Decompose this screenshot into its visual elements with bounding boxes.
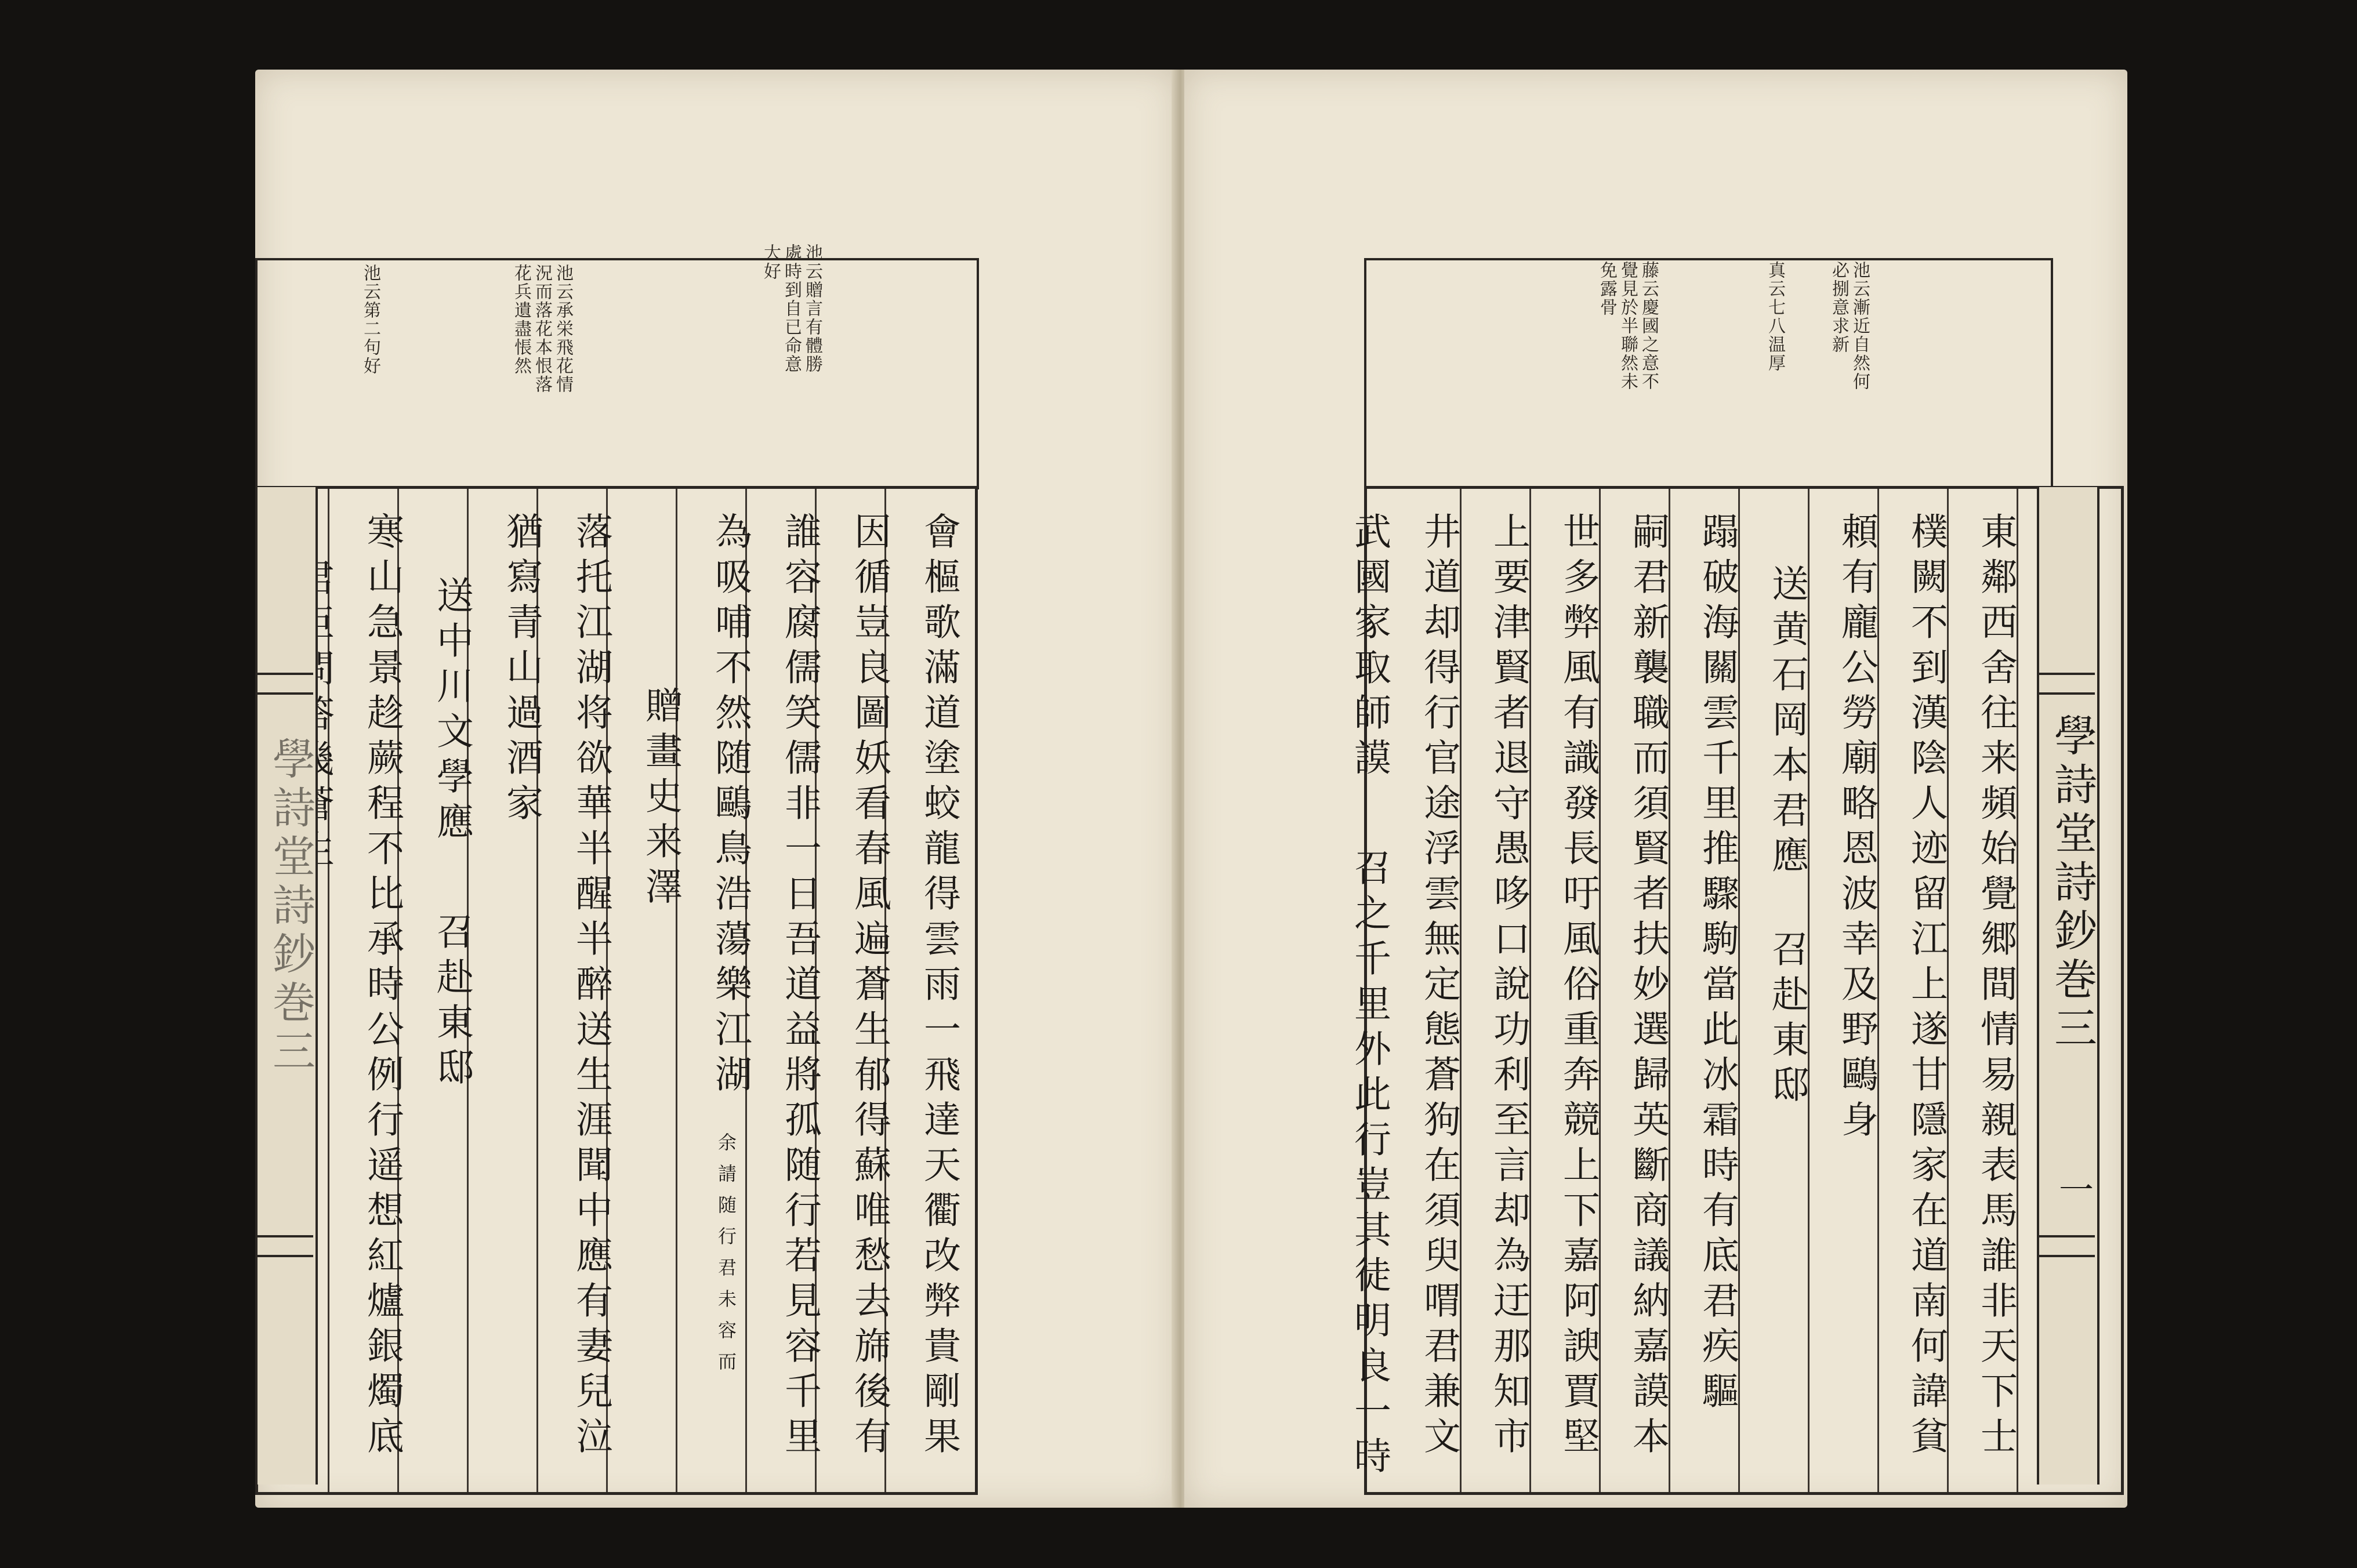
right-column-6: 嗣君新襲職而須賢者扶妙選歸英斷商議納嘉謨本	[1626, 512, 1669, 1462]
right-column-11: 召之千里外此行豈其徒明良一時	[1348, 848, 1391, 1482]
right-note-1: 池云漸近自然何 必捌意求新	[1829, 261, 1870, 391]
left-column-4: 為吸哺不然随鷗鳥浩蕩樂江湖	[709, 512, 752, 1100]
left-column-8b: 召赴東邸	[430, 912, 473, 1093]
right-strip-title: 學詩堂詩鈔巻三	[2047, 713, 2097, 1054]
right-fold-mark-bottom	[2037, 1235, 2095, 1257]
left-column-2: 因循豈良圖妖看春風遍蒼生郁得蘇唯愁去旆後有	[848, 512, 891, 1462]
left-column-9: 寒山急景趁蕨程不比承時公例行遥想紅爐銀燭底	[361, 512, 404, 1462]
left-strip-title: 學詩堂詩鈔巻三	[266, 736, 316, 1077]
left-column-4-note: 余請随行君未容而	[715, 1133, 737, 1383]
right-column-4b: 召赴東邸	[1765, 930, 1808, 1110]
right-column-1: 東鄰西舍往来頻始覺郷間情易親表馬誰非天下士	[1974, 512, 2017, 1462]
left-text-frame	[255, 486, 978, 1495]
right-column-4: 送黄石岡本君應	[1765, 564, 1808, 881]
left-column-7: 猶寫青山過酒家	[500, 512, 543, 829]
right-column-5: 蹋破海關雲千里推驟駒當此冰霜時有底君疾驅	[1696, 512, 1739, 1417]
right-page	[1184, 70, 2127, 1508]
right-column-9: 井道却得行官途浮雲無定態蒼狗在須臾喟君兼文	[1417, 512, 1460, 1462]
right-note-3: 藤云慶國之意不 覺見於半聯然未 免露骨	[1597, 261, 1659, 391]
left-fold-mark-top	[255, 673, 313, 695]
left-column-3: 誰容腐儒笑儒非一日吾道益將孤随行若見容千里	[778, 512, 821, 1462]
left-column-8: 送中川文學應	[430, 576, 473, 847]
left-column-6: 落托江湖将欲華半醒半醉送生涯聞中應有妻兒泣	[570, 512, 612, 1462]
right-column-10: 武國家取師謨	[1348, 512, 1391, 783]
left-page	[255, 70, 1177, 1508]
right-note-header	[1364, 258, 2053, 489]
right-note-2: 真云七八温厚	[1765, 261, 1785, 372]
left-note-1: 池云第二句好	[360, 264, 380, 375]
left-fold-mark-bottom	[255, 1235, 313, 1257]
right-column-7: 世多弊風有識發長吁風俗重奔競上下嘉阿諛賈堅	[1557, 512, 1600, 1462]
right-column-2: 樸闕不到漢陰人迹留江上遂甘隱家在道南何諱貧	[1905, 512, 1948, 1462]
left-column-5: 贈畫史来澤	[639, 686, 682, 912]
right-column-3: 頼有龐公勞廟略恩波幸及野鷗身	[1835, 512, 1878, 1145]
left-column-1: 會樞歌滿道塗蛟龍得雲雨一飛達天衢改弊貴剛果	[918, 512, 960, 1462]
book-spread	[255, 70, 2127, 1508]
right-leaf-number: 一	[2053, 1171, 2094, 1212]
left-note-2: 池云承栄飛花情 況而落花本恨落 花兵遺盡悵然	[511, 264, 573, 394]
right-fold-mark-top	[2037, 673, 2095, 695]
left-note-3: 池云贈言有體勝 處時到自已命意 大好	[760, 244, 822, 373]
right-text-frame	[1348, 486, 2124, 1495]
right-column-8: 上要津賢者退守愚哆口說功利至言却為迂那知市	[1487, 512, 1530, 1462]
